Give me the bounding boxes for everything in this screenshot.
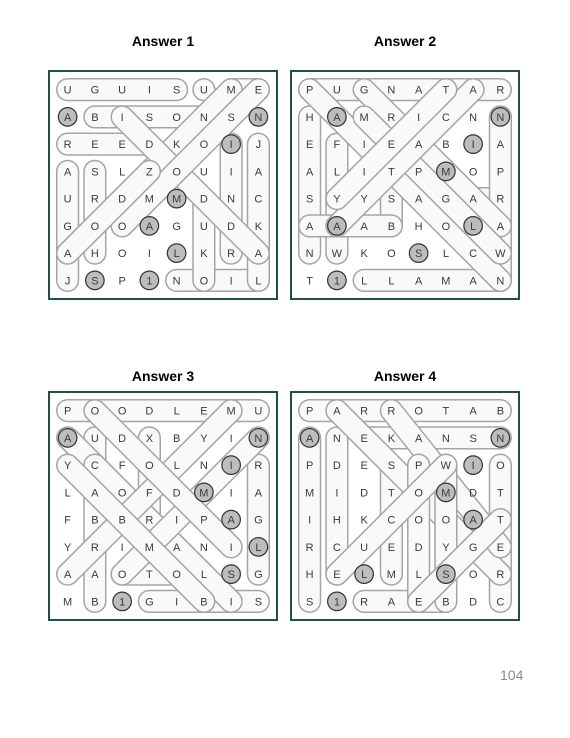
- grid-letter: O: [199, 139, 209, 152]
- grid-letter: K: [360, 248, 368, 261]
- grid-letter: S: [387, 460, 396, 473]
- grid-letter: L: [442, 248, 449, 261]
- grid-letter: I: [362, 139, 366, 152]
- grid-letter: P: [118, 275, 126, 288]
- grid-letter: P: [496, 166, 505, 179]
- grid-letter: G: [468, 541, 478, 554]
- grid-letter: L: [119, 166, 126, 179]
- grid-letter: O: [172, 569, 181, 582]
- grid-letter: G: [254, 569, 263, 582]
- grid-letter: N: [254, 111, 263, 124]
- grid-letter: N: [199, 111, 208, 124]
- grid-letter: F: [146, 487, 153, 500]
- grid-letter: M: [441, 275, 451, 288]
- grid-letter: O: [117, 405, 127, 418]
- grid-letter: S: [442, 569, 450, 582]
- grid-letter: L: [361, 275, 368, 288]
- grid-letter: E: [387, 541, 396, 554]
- grid-letter: W: [331, 248, 343, 261]
- grid-letter: S: [91, 275, 99, 288]
- grid-letter: M: [144, 541, 154, 554]
- grid-letter: C: [90, 460, 99, 473]
- grid-letter: O: [90, 405, 100, 418]
- grid-letter: S: [414, 248, 423, 261]
- grid-letter: A: [254, 166, 263, 179]
- grid-letter: T: [442, 84, 450, 97]
- grid-letter: D: [360, 487, 369, 500]
- grid-letter: B: [200, 596, 208, 609]
- grid-letter: A: [63, 166, 72, 179]
- grid-letter: L: [415, 569, 422, 582]
- puzzle-grid: [290, 391, 520, 621]
- grid-letter: R: [145, 514, 154, 527]
- grid-letter: A: [145, 220, 154, 233]
- grid-letter: E: [414, 596, 423, 609]
- grid-letter: R: [305, 541, 314, 554]
- grid-letter: D: [332, 460, 341, 473]
- grid-letter: Y: [63, 460, 72, 473]
- grid-letter: E: [333, 569, 341, 582]
- puzzle-grid: [48, 391, 278, 621]
- grid-letter: L: [200, 569, 207, 582]
- grid-letter: Y: [63, 541, 72, 554]
- grid-letter: T: [497, 487, 504, 500]
- grid-letter: E: [91, 139, 99, 152]
- grid-letter: A: [63, 248, 72, 261]
- grid-letter: C: [254, 193, 263, 206]
- grid-letter: U: [118, 84, 127, 97]
- grid-letter: P: [414, 460, 423, 473]
- answer-2-puzzle: [290, 70, 520, 300]
- grid-letter: N: [496, 111, 505, 124]
- grid-letter: A: [469, 193, 477, 206]
- grid-letter: N: [305, 248, 314, 261]
- grid-letter: A: [387, 596, 396, 609]
- grid-letter: A: [63, 569, 72, 582]
- grid-letter: I: [229, 487, 233, 500]
- grid-letter: S: [305, 193, 314, 206]
- grid-letter: W: [440, 460, 452, 473]
- grid-letter: G: [254, 514, 263, 527]
- grid-letter: R: [63, 139, 72, 152]
- grid-letter: T: [146, 569, 153, 582]
- answer-4-title: Answer 4: [373, 368, 437, 384]
- grid-letter: T: [306, 275, 313, 288]
- grid-letter: A: [333, 405, 341, 418]
- grid-letter: E: [360, 432, 368, 445]
- grid-letter: S: [172, 84, 181, 97]
- answer-2-title: Answer 2: [373, 33, 437, 49]
- grid-letter: D: [118, 193, 127, 206]
- grid-letter: H: [90, 248, 99, 261]
- grid-letter: U: [90, 432, 99, 445]
- grid-letter: M: [441, 166, 451, 179]
- grid-letter: O: [172, 111, 181, 124]
- grid-letter: P: [305, 405, 314, 418]
- grid-letter: I: [471, 139, 475, 152]
- grid-letter: J: [255, 139, 262, 152]
- grid-letter: R: [387, 111, 396, 124]
- grid-letter: D: [227, 220, 236, 233]
- grid-letter: U: [199, 84, 208, 97]
- grid-letter: Y: [360, 193, 368, 206]
- grid-letter: A: [496, 139, 505, 152]
- grid-letter: I: [229, 596, 233, 609]
- grid-letter: R: [496, 569, 505, 582]
- grid-letter: O: [414, 514, 423, 527]
- grid-letter: M: [144, 193, 154, 206]
- grid-letter: R: [360, 596, 369, 609]
- grid-letter: L: [255, 541, 262, 554]
- grid-letter: N: [496, 275, 505, 288]
- grid-letter: D: [145, 139, 154, 152]
- grid-letter: F: [64, 514, 71, 527]
- grid-letter: C: [441, 111, 450, 124]
- grid-letter: U: [199, 220, 208, 233]
- puzzle-grid: [48, 70, 278, 300]
- grid-letter: O: [441, 220, 451, 233]
- grid-letter: M: [226, 84, 236, 97]
- grid-letter: A: [469, 405, 477, 418]
- grid-letter: P: [63, 405, 72, 418]
- grid-letter: H: [305, 569, 314, 582]
- grid-letter: S: [469, 432, 477, 445]
- grid-letter: S: [305, 596, 314, 609]
- grid-letter: R: [227, 248, 236, 261]
- grid-letter: O: [117, 569, 127, 582]
- grid-letter: O: [468, 166, 478, 179]
- puzzle-grid: [290, 70, 520, 300]
- grid-letter: M: [199, 487, 209, 500]
- grid-letter: N: [199, 460, 208, 473]
- grid-letter: S: [227, 569, 235, 582]
- grid-letter: O: [387, 248, 396, 261]
- grid-letter: M: [386, 569, 396, 582]
- grid-letter: A: [91, 487, 99, 500]
- grid-letter: S: [387, 193, 396, 206]
- grid-letter: S: [145, 111, 154, 124]
- grid-letter: H: [332, 514, 341, 527]
- grid-letter: I: [120, 541, 124, 554]
- grid-letter: A: [414, 139, 423, 152]
- grid-letter: M: [305, 487, 315, 500]
- grid-letter: N: [441, 432, 450, 445]
- grid-letter: B: [442, 596, 450, 609]
- grid-letter: O: [414, 487, 423, 500]
- grid-letter: O: [145, 460, 154, 473]
- grid-letter: F: [333, 139, 341, 152]
- grid-letter: E: [200, 405, 208, 418]
- grid-letter: O: [441, 514, 451, 527]
- grid-letter: K: [172, 139, 181, 152]
- grid-letter: P: [305, 460, 314, 473]
- grid-letter: A: [333, 111, 341, 124]
- grid-letter: M: [172, 193, 182, 206]
- grid-letter: O: [199, 275, 209, 288]
- answer-3-puzzle: [48, 391, 278, 621]
- grid-letter: O: [117, 487, 127, 500]
- grid-letter: A: [254, 248, 263, 261]
- grid-letter: E: [254, 84, 263, 97]
- grid-letter: Y: [200, 432, 208, 445]
- grid-letter: W: [495, 248, 506, 261]
- grid-letter: A: [414, 432, 423, 445]
- grid-letter: A: [305, 432, 314, 445]
- grid-letter: A: [305, 166, 314, 179]
- grid-letter: 1: [119, 596, 126, 609]
- grid-letter: O: [414, 405, 423, 418]
- grid-letter: H: [414, 220, 423, 233]
- grid-letter: N: [199, 541, 208, 554]
- grid-letter: I: [229, 139, 233, 152]
- grid-letter: O: [90, 220, 100, 233]
- grid-letter: A: [414, 84, 423, 97]
- grid-letter: U: [332, 84, 341, 97]
- grid-letter: A: [305, 220, 314, 233]
- grid-letter: E: [118, 139, 126, 152]
- grid-letter: P: [305, 84, 314, 97]
- grid-letter: P: [414, 166, 423, 179]
- grid-letter: O: [172, 166, 181, 179]
- grid-letter: A: [63, 432, 72, 445]
- grid-letter: G: [63, 220, 72, 233]
- grid-letter: B: [496, 405, 505, 418]
- grid-letter: N: [227, 193, 236, 206]
- grid-letter: R: [496, 193, 505, 206]
- grid-letter: G: [441, 193, 451, 206]
- grid-letter: F: [118, 460, 126, 473]
- grid-letter: L: [255, 275, 262, 288]
- grid-letter: G: [90, 84, 100, 97]
- grid-letter: I: [147, 84, 151, 97]
- grid-letter: L: [64, 487, 71, 500]
- grid-letter: O: [117, 248, 127, 261]
- puzzle-border: [49, 392, 277, 620]
- grid-letter: M: [359, 111, 369, 124]
- grid-letter: A: [469, 275, 477, 288]
- grid-letter: E: [305, 139, 314, 152]
- grid-letter: K: [200, 248, 208, 261]
- grid-letter: A: [333, 220, 341, 233]
- grid-letter: A: [360, 220, 368, 233]
- answer-4-puzzle: [290, 391, 520, 621]
- grid-letter: 1: [333, 596, 340, 609]
- grid-letter: P: [200, 514, 208, 527]
- grid-letter: A: [469, 514, 477, 527]
- answer-3-title: Answer 3: [131, 368, 195, 384]
- grid-letter: U: [63, 193, 72, 206]
- grid-letter: M: [63, 596, 73, 609]
- grid-letter: 1: [333, 275, 340, 288]
- grid-letter: K: [254, 220, 263, 233]
- grid-letter: X: [145, 432, 154, 445]
- grid-letter: O: [117, 220, 127, 233]
- grid-letter: S: [254, 596, 263, 609]
- grid-letter: D: [145, 405, 154, 418]
- grid-letter: I: [147, 248, 151, 261]
- grid-letter: R: [90, 193, 99, 206]
- grid-letter: D: [469, 596, 478, 609]
- page-number: 104: [500, 667, 524, 683]
- grid-letter: Y: [442, 541, 450, 554]
- grid-letter: L: [333, 166, 340, 179]
- grid-letter: N: [332, 432, 341, 445]
- grid-letter: E: [360, 460, 368, 473]
- grid-letter: I: [229, 166, 233, 179]
- grid-letter: A: [414, 193, 423, 206]
- grid-letter: A: [91, 569, 99, 582]
- grid-letter: O: [468, 569, 478, 582]
- grid-letter: L: [173, 405, 180, 418]
- grid-letter: I: [362, 166, 366, 179]
- grid-letter: D: [199, 193, 208, 206]
- grid-letter: D: [469, 487, 478, 500]
- grid-letter: C: [496, 596, 505, 609]
- grid-letter: I: [229, 432, 233, 445]
- grid-letter: I: [417, 111, 421, 124]
- grid-letter: N: [254, 432, 263, 445]
- grid-letter: I: [229, 541, 233, 554]
- grid-letter: B: [387, 220, 396, 233]
- grid-letter: M: [441, 487, 451, 500]
- grid-letter: E: [496, 541, 505, 554]
- grid-letter: B: [91, 596, 99, 609]
- grid-letter: T: [388, 166, 395, 179]
- grid-letter: U: [63, 84, 72, 97]
- grid-letter: J: [64, 275, 71, 288]
- grid-letter: A: [172, 541, 181, 554]
- grid-letter: H: [305, 111, 314, 124]
- grid-letter: I: [471, 460, 475, 473]
- grid-letter: R: [90, 541, 99, 554]
- answer-1-title: Answer 1: [131, 33, 195, 49]
- grid-letter: 1: [146, 275, 153, 288]
- grid-letter: B: [442, 139, 450, 152]
- grid-letter: L: [470, 220, 477, 233]
- grid-letter: L: [361, 569, 368, 582]
- grid-letter: I: [308, 514, 312, 527]
- grid-letter: L: [173, 248, 180, 261]
- grid-letter: G: [145, 596, 154, 609]
- grid-letter: O: [496, 460, 505, 473]
- grid-letter: A: [469, 84, 477, 97]
- grid-letter: D: [414, 541, 423, 554]
- grid-letter: N: [172, 275, 181, 288]
- grid-letter: U: [199, 166, 208, 179]
- grid-letter: A: [254, 487, 263, 500]
- grid-letter: A: [227, 514, 235, 527]
- grid-letter: A: [63, 111, 72, 124]
- grid-letter: B: [91, 514, 99, 527]
- grid-letter: I: [229, 460, 233, 473]
- grid-letter: I: [335, 487, 339, 500]
- grid-letter: N: [387, 84, 396, 97]
- grid-letter: K: [387, 432, 396, 445]
- grid-letter: S: [227, 111, 235, 124]
- grid-letter: U: [254, 405, 263, 418]
- grid-letter: N: [469, 111, 478, 124]
- grid-letter: Y: [333, 193, 341, 206]
- grid-letter: G: [359, 84, 369, 97]
- grid-letter: N: [496, 432, 505, 445]
- grid-letter: S: [91, 166, 99, 179]
- grid-letter: A: [496, 220, 505, 233]
- grid-letter: R: [496, 84, 505, 97]
- grid-letter: B: [91, 111, 99, 124]
- grid-letter: M: [226, 405, 236, 418]
- answer-1-puzzle: [48, 70, 278, 300]
- grid-letter: K: [360, 514, 368, 527]
- grid-letter: Z: [146, 166, 153, 179]
- grid-letter: U: [360, 541, 369, 554]
- grid-letter: L: [173, 460, 180, 473]
- grid-letter: B: [118, 514, 126, 527]
- grid-letter: C: [387, 514, 396, 527]
- grid-letter: A: [414, 275, 423, 288]
- grid-letter: D: [118, 432, 127, 445]
- grid-letter: E: [387, 139, 396, 152]
- grid-letter: T: [388, 487, 395, 500]
- grid-letter: R: [360, 405, 369, 418]
- grid-letter: I: [120, 111, 124, 124]
- grid-letter: I: [175, 514, 179, 527]
- grid-letter: D: [172, 487, 181, 500]
- grid-letter: L: [388, 275, 395, 288]
- grid-letter: R: [254, 460, 263, 473]
- grid-letter: G: [172, 220, 181, 233]
- grid-letter: T: [442, 405, 450, 418]
- grid-letter: I: [229, 275, 233, 288]
- grid-letter: I: [175, 596, 179, 609]
- grid-letter: C: [469, 248, 478, 261]
- grid-letter: B: [172, 432, 181, 445]
- grid-letter: C: [332, 541, 341, 554]
- grid-letter: T: [497, 514, 504, 527]
- grid-letter: R: [387, 405, 396, 418]
